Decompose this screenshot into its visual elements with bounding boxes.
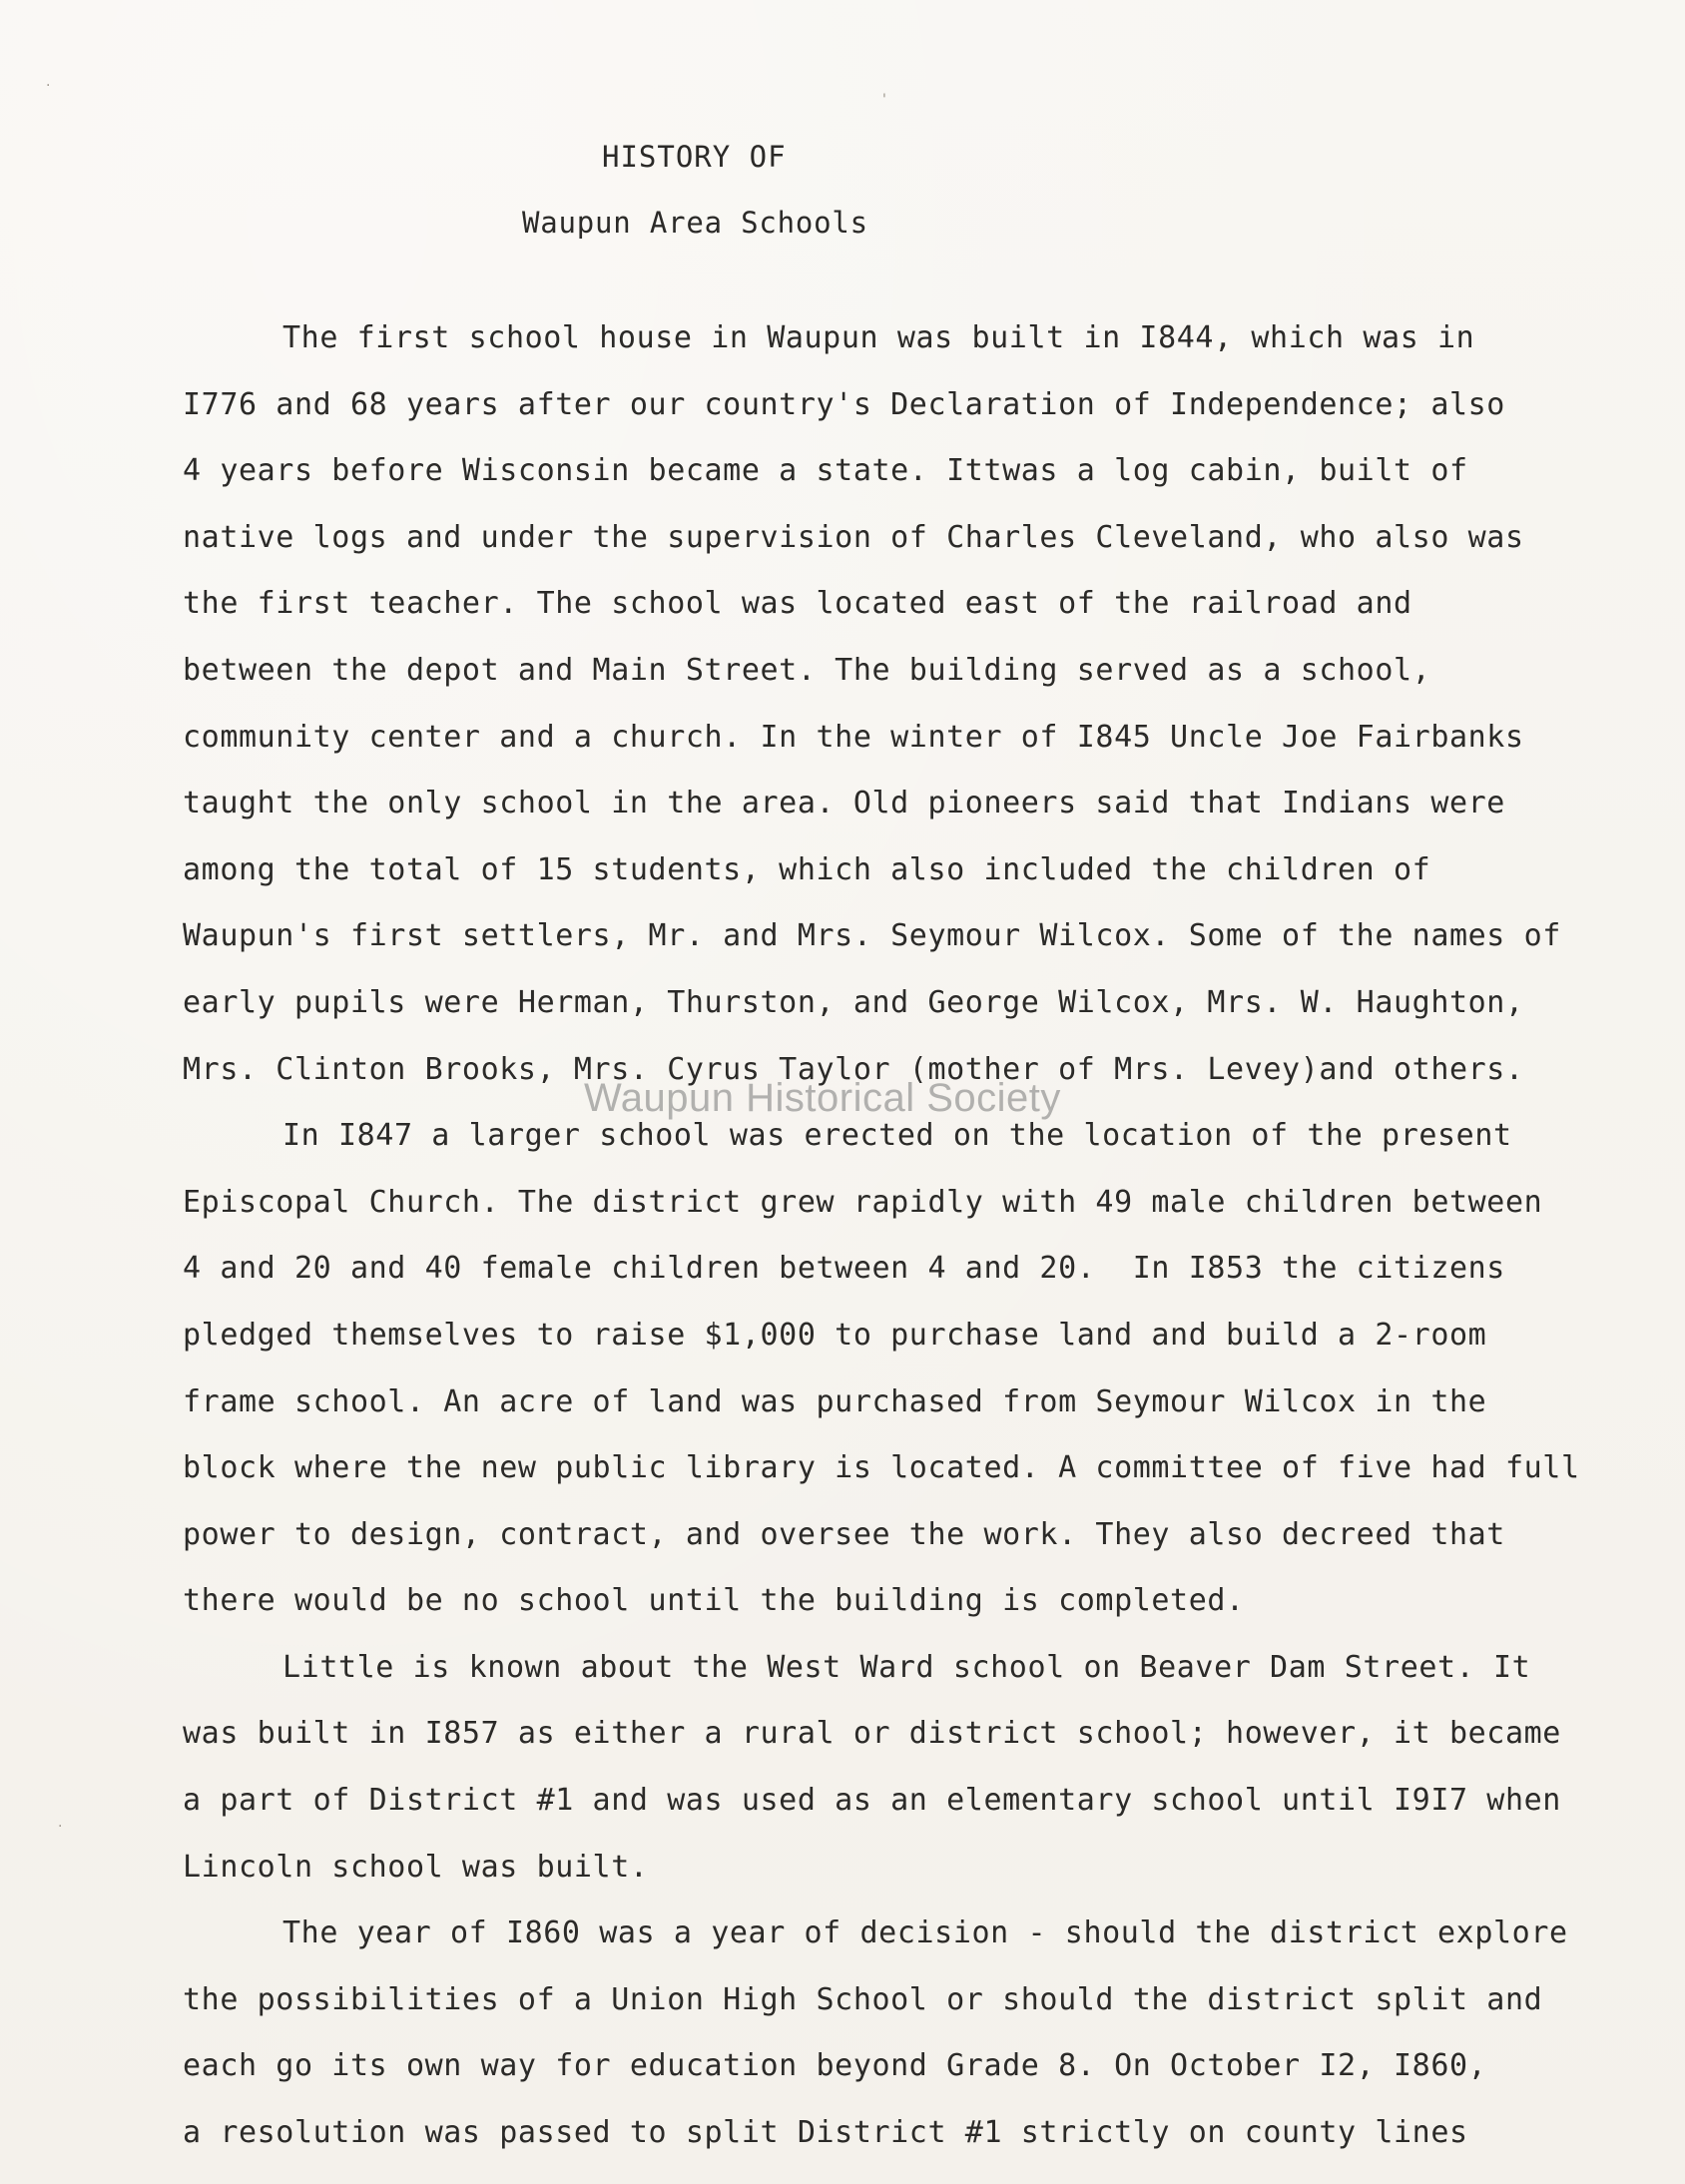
text-line: 4 and 20 and 40 female children between 4 and 20. In I853 the citizens	[183, 1251, 1505, 1287]
text-line: the possibilities of a Union High School or should the district split and	[183, 1981, 1543, 2017]
paper-speck: ·	[58, 1819, 63, 1835]
text-line: there would be no school until the building is completed.	[183, 1583, 1245, 1619]
text-line: Lincoln school was built.	[183, 1849, 649, 1885]
text-line: taught the only school in the area. Old pioneers said that Indians were	[183, 786, 1505, 821]
text-line: was built in I857 as either a rural or district school; however, it became	[183, 1716, 1561, 1752]
text-line: between the depot and Main Street. The building served as a school,	[183, 652, 1431, 688]
text-line: Little is known about the West Ward school on Beaver Dam Street. It	[282, 1649, 1531, 1685]
text-line: 4 years before Wisconsin became a state. Ittwas a log cabin, built of	[183, 453, 1468, 489]
text-line: frame school. An acre of land was purchased from Seymour Wilcox in the	[183, 1383, 1487, 1419]
text-line: community center and a church. In the winter of I845 Uncle Joe Fairbanks	[183, 719, 1524, 755]
document-subtitle: Waupun Area Schools	[522, 206, 868, 240]
text-line: Waupun's first settlers, Mr. and Mrs. Seymour Wilcox. Some of the names of	[183, 918, 1561, 954]
text-line: pledged themselves to raise $1,000 to purchase land and build a 2-room	[183, 1317, 1487, 1353]
text-line: Episcopal Church. The district grew rapidly with 49 male children between	[183, 1184, 1543, 1220]
text-line: each go its own way for education beyond Grade 8. On October I2, I860,	[183, 2048, 1487, 2084]
text-line: I776 and 68 years after our country's Declaration of Independence; also	[183, 386, 1505, 422]
text-line: a part of District #1 and was used as an elementary school until I9I7 when	[183, 1783, 1561, 1819]
text-line: block where the new public library is located. A committee of five had full	[183, 1450, 1580, 1486]
text-line: early pupils were Herman, Thurston, and George Wilcox, Mrs. W. Haughton,	[183, 984, 1524, 1020]
text-line: the first teacher. The school was located east of the railroad and	[183, 586, 1412, 622]
paper-speck: ·	[46, 78, 51, 94]
text-line: In I847 a larger school was erected on the location of the present	[282, 1118, 1512, 1154]
document-body	[183, 305, 1670, 2167]
text-line: native logs and under the supervision of Charles Cleveland, who also was	[183, 519, 1524, 555]
text-line: The year of I860 was a year of decision - should the district explore	[282, 1915, 1568, 1951]
paper-speck: '	[882, 92, 886, 108]
watermark: Waupun Historical Society	[584, 1076, 1061, 1120]
text-line: a resolution was passed to split District #1 strictly on county lines	[183, 2115, 1468, 2151]
document-title: HISTORY OF	[602, 140, 787, 174]
text-line: Mrs. Clinton Brooks, Mrs. Cyrus Taylor (mother of Mrs. Levey)and others.	[183, 1051, 1524, 1087]
text-line: power to design, contract, and oversee the work. They also decreed that	[183, 1516, 1505, 1552]
text-line: among the total of 15 students, which also included the children of	[183, 851, 1431, 887]
text-line: The first school house in Waupun was built in I844, which was in	[282, 320, 1475, 355]
